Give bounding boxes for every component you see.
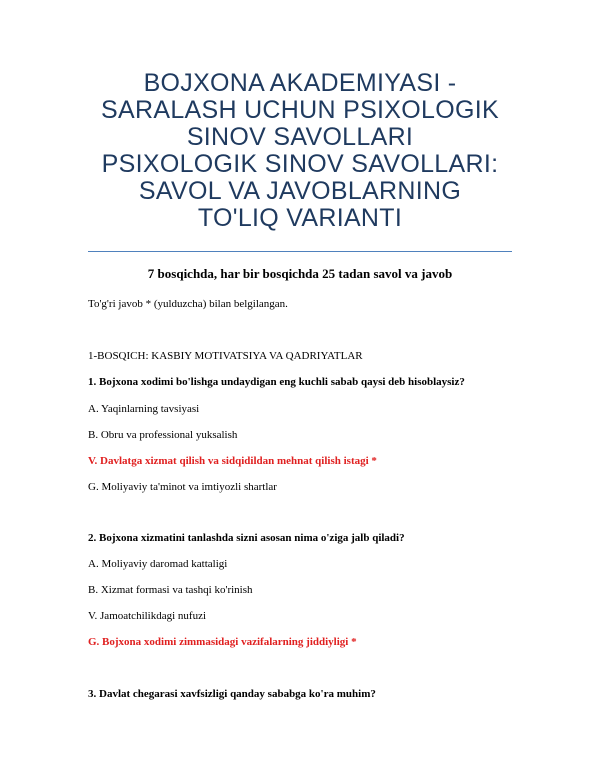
question-1-option-g: G. Moliyaviy ta'minot va imtiyozli shartlar [88, 481, 277, 493]
document-subtitle: 7 bosqichda, har bir bosqichda 25 tadan savol va javob [147, 266, 453, 281]
question-2: 2. Bojxona xizmatini tanlashda sizni asosan nima o'ziga jalb qiladi? [88, 532, 405, 544]
title-line: SARALASH UCHUN PSIXOLOGIK [101, 96, 499, 124]
title-divider [88, 251, 512, 252]
question-2-option-v: V. Jamoatchilikdagi nufuzi [88, 610, 207, 622]
title-line: TO'LIQ VARIANTI [197, 204, 403, 232]
question-1-option-a: A. Yaqinlarning tavsiyasi [88, 403, 200, 415]
question-1: 1. Bojxona xodimi bo'lishga undaydigan eng kuchli sabab qaysi deb hisoblaysiz? [88, 376, 465, 388]
section-heading: 1-BOSQICH: KASBIY MOTIVATSIYA VA QADRIYATLAR [88, 350, 363, 362]
title-line: PSIXOLOGIK SINOV SAVOLLARI: [101, 150, 499, 178]
question-1-option-b: B. Obru va professional yuksalish [88, 429, 238, 441]
question-1-option-v-correct: V. Davlatga xizmat qilish va sidqidildan mehnat qilish istagi * [88, 455, 377, 467]
question-2-option-b: B. Xizmat formasi va tashqi ko'rinish [88, 584, 253, 596]
title-line: BOJXONA AKADEMIYASI - [143, 69, 457, 97]
title-line: SAVOL VA JAVOBLARNING [138, 177, 462, 205]
title-line: SINOV SAVOLLARI [186, 123, 414, 151]
document-title [88, 70, 512, 232]
question-2-option-g-correct: G. Bojxona xodimi zimmasidagi vazifalarning jiddiyligi * [88, 636, 357, 648]
question-2-option-a: A. Moliyaviy daromad kattaligi [88, 558, 228, 570]
answer-key-note: To'g'ri javob * (yulduzcha) bilan belgilangan. [88, 298, 288, 310]
question-3: 3. Davlat chegarasi xavfsizligi qanday sababga ko'ra muhim? [88, 688, 376, 700]
